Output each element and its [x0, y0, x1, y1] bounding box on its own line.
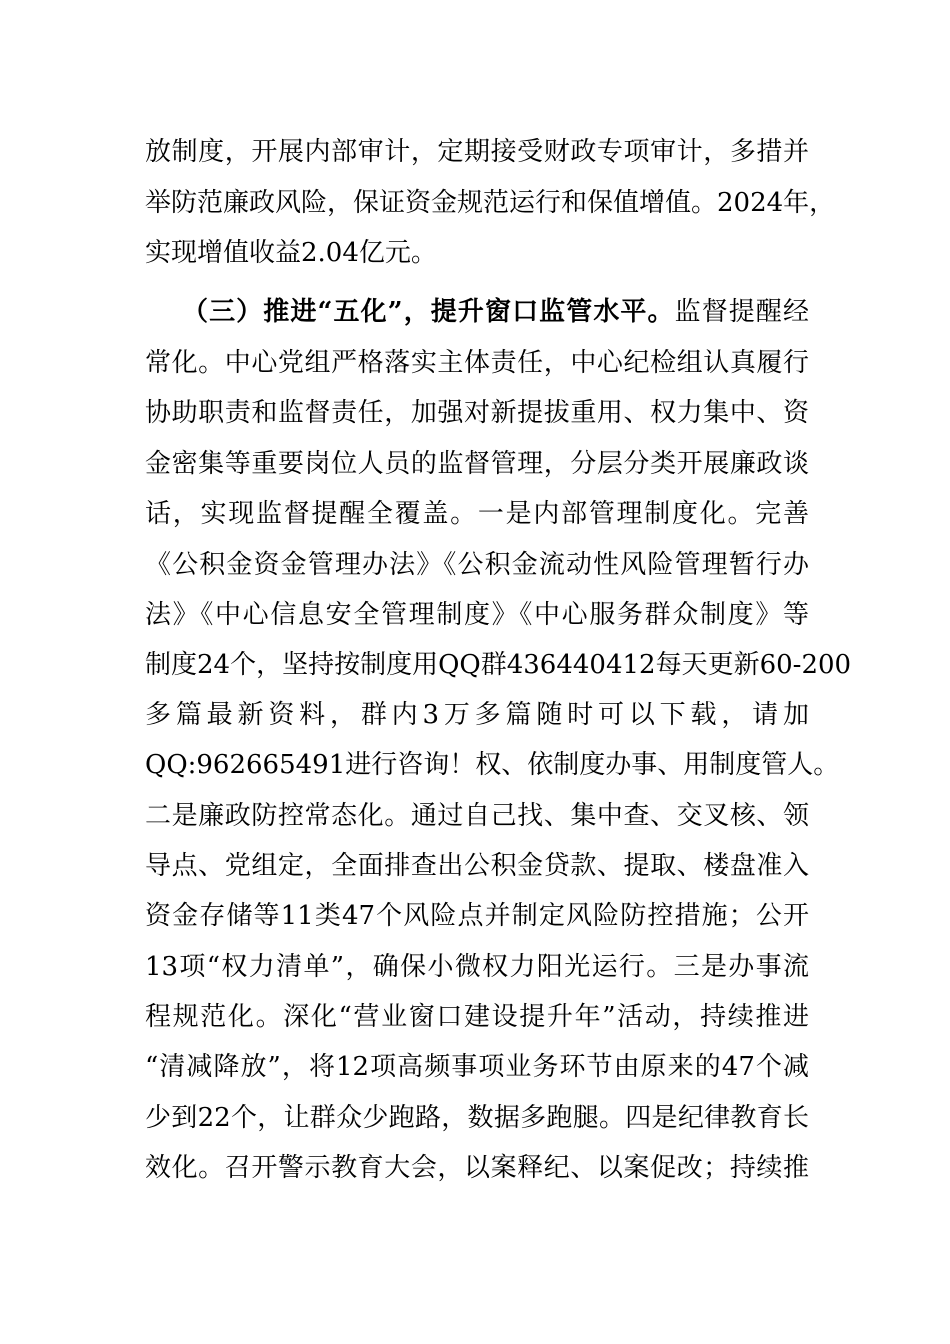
- paragraph-line: 协助职责和监督责任，加强对新提拔重用、权力集中、资: [145, 398, 809, 428]
- paragraph-line: 程规范化。深化“营业窗口建设提升年”活动，持续推进: [145, 1002, 809, 1032]
- paragraph-line: 《公积金资金管理办法》《公积金流动性风险管理暂行办: [145, 550, 809, 580]
- paragraph-line: 举防范廉政风险，保证资金规范运行和保值增值。2024年，: [145, 188, 836, 218]
- paragraph-line: 实现增值收益2.04亿元。: [145, 238, 437, 268]
- paragraph-line: 金密集等重要岗位人员的监督管理，分层分类开展廉政谈: [145, 449, 809, 479]
- paragraph-line: 少到22个，让群众少跑路，数据多跑腿。四是纪律教育长: [145, 1103, 809, 1133]
- paragraph-line: 多篇最新资料，群内3万多篇随时可以下载，请加: [145, 700, 809, 730]
- paragraph-line: 效化。召开警示教育大会，以案释纪、以案促改；持续推: [145, 1153, 809, 1183]
- paragraph-line: 13项“权力清单”，确保小微权力阳光运行。三是办事流: [145, 952, 809, 982]
- paragraph-line: 二是廉政防控常态化。通过自己找、集中查、交叉核、领: [145, 801, 809, 831]
- paragraph-line: 资金存储等11类47个风险点并制定风险防控措施；公开: [145, 901, 809, 931]
- paragraph-line: 话，实现监督提醒全覆盖。一是内部管理制度化。完善: [145, 499, 809, 529]
- paragraph-line: 放制度，开展内部审计，定期接受财政专项审计，多措并: [145, 137, 809, 167]
- paragraph-line: 制度24个，坚持按制度用QQ群436440412每天更新60-200: [145, 650, 852, 680]
- paragraph-line: 导点、党组定，全面排查出公积金贷款、提取、楼盘准入: [145, 851, 809, 881]
- paragraph-line: 常化。中心党组严格落实主体责任，中心纪检组认真履行: [145, 348, 809, 378]
- paragraph-line: QQ:962665491进行咨询！权、依制度办事、用制度管人。: [145, 750, 840, 780]
- paragraph-heading-line: [182, 292, 809, 332]
- heading-line-rest: 监督提醒经: [674, 297, 809, 327]
- section-heading: （三）推进“五化”，提升窗口监管水平。: [182, 297, 675, 327]
- paragraph-line: “清减降放”，将12项高频事项业务环节由原来的47个减: [145, 1052, 809, 1082]
- paragraph-line: 法》《中心信息安全管理制度》《中心服务群众制度》等: [145, 600, 809, 630]
